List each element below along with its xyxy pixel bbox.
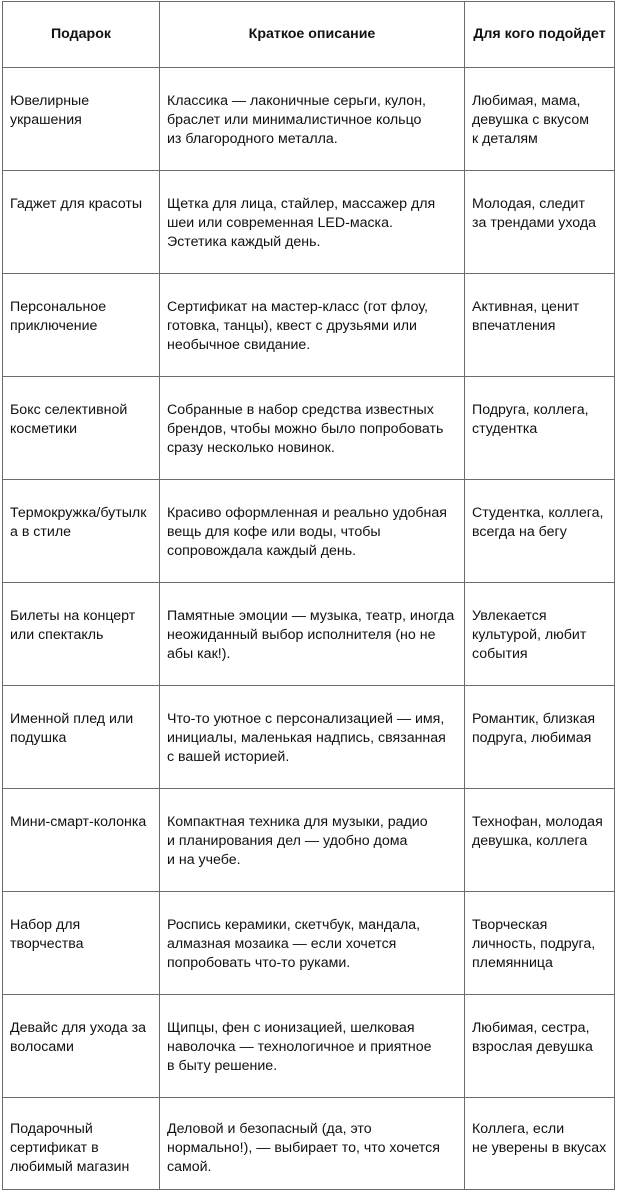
gift-audience: Подруга, коллега, студентка <box>472 402 589 437</box>
table-row <box>3 892 615 995</box>
gift-audience: Любимая, мама, девушка с вкусом к деталям <box>472 93 589 147</box>
cell-audience <box>465 789 615 892</box>
gift-description: Памятные эмоции — музыка, театр, иногда неожиданный выбор исполнителя (но не абы как!). <box>167 608 455 662</box>
gift-table <box>2 1 615 1190</box>
gift-name: Мини-смарт-колонка <box>10 814 147 830</box>
gift-audience: Творческая личность, подруга, племянница <box>472 917 596 971</box>
cell-description <box>160 583 465 686</box>
gift-name: Именной плед или подушка <box>10 711 134 746</box>
cell-gift <box>3 171 160 274</box>
cell-gift <box>3 995 160 1098</box>
cell-audience <box>465 686 615 789</box>
cell-description <box>160 377 465 480</box>
gift-name: Девайс для ухода за волосами <box>10 1020 147 1055</box>
table-row <box>3 583 615 686</box>
cell-audience <box>465 377 615 480</box>
cell-description <box>160 274 465 377</box>
table-row <box>3 274 615 377</box>
gift-name: Набор для творчества <box>10 917 84 952</box>
cell-description <box>160 789 465 892</box>
cell-audience <box>465 583 615 686</box>
cell-description <box>160 892 465 995</box>
header-gift: Подарок <box>3 2 160 68</box>
cell-description <box>160 995 465 1098</box>
table-row <box>3 171 615 274</box>
gift-description: Красиво оформленная и реально удобная вещь для кофе или воды, чтобы сопровождала каждый день. <box>167 505 447 559</box>
cell-audience <box>465 892 615 995</box>
gift-audience: Увлекается культурой, любит события <box>472 608 587 662</box>
cell-gift <box>3 377 160 480</box>
gift-name: Подарочный сертификат в любимый магазин <box>10 1121 130 1175</box>
cell-gift <box>3 480 160 583</box>
table-row <box>3 68 615 171</box>
cell-description <box>160 480 465 583</box>
gift-description: Сертификат на мастер-класс (гот флоу, готовка, танцы), квест с друзьями или необычное свидание. <box>167 299 428 353</box>
cell-description <box>160 1098 465 1190</box>
cell-audience <box>465 995 615 1098</box>
cell-gift <box>3 892 160 995</box>
table-row <box>3 480 615 583</box>
cell-audience <box>465 480 615 583</box>
cell-gift <box>3 686 160 789</box>
gift-description: Деловой и безопасный (да, это нормально!), — выбирает то, что хочется самой. <box>167 1121 440 1175</box>
cell-gift <box>3 1098 160 1190</box>
gift-name: Термокружка/бутылк а в стиле <box>10 505 147 540</box>
header-description: Краткое описание <box>160 2 465 68</box>
cell-gift <box>3 68 160 171</box>
table-row <box>3 377 615 480</box>
table-row <box>3 789 615 892</box>
gift-description: Щетка для лица, стайлер, массажер для шеи или современная LED-маска. Эстетика каждый день. <box>167 196 436 250</box>
cell-description <box>160 68 465 171</box>
table-row <box>3 686 615 789</box>
cell-audience <box>465 274 615 377</box>
table-row <box>3 995 615 1098</box>
gift-name: Бокс селективной косметики <box>10 402 128 437</box>
header-audience: Для кого подойдет <box>465 2 615 68</box>
cell-audience <box>465 68 615 171</box>
cell-audience <box>465 1098 615 1190</box>
gift-description: Щипцы, фен с ионизацией, шелковая наволочка — технологичное и приятное в быту решение. <box>167 1020 432 1074</box>
gift-description: Роспись керамики, скетчбук, мандала, алмазная мозаика — если хочется попробовать что-то руками. <box>167 917 421 971</box>
gift-description: Собранные в набор средства известных брендов, чтобы можно было попробовать сразу несколько новинок. <box>167 402 444 456</box>
header-row <box>3 2 615 68</box>
gift-audience: Коллега, если не уверены в вкусах <box>472 1121 607 1156</box>
table-row <box>3 1098 615 1190</box>
gift-audience: Романтик, близкая подруга, любимая <box>472 711 596 746</box>
cell-gift <box>3 274 160 377</box>
cell-description <box>160 686 465 789</box>
gift-name: Персональное приключение <box>10 299 107 334</box>
cell-gift <box>3 789 160 892</box>
gift-audience: Активная, ценит впечатления <box>472 299 580 334</box>
gift-audience: Технофан, молодая девушка, коллега <box>472 814 603 849</box>
gift-audience: Любимая, сестра, взрослая девушка <box>472 1020 593 1055</box>
cell-gift <box>3 583 160 686</box>
gift-name: Ювелирные украшения <box>10 93 90 128</box>
gift-name: Билеты на концерт или спектакль <box>10 608 136 643</box>
gift-description: Что-то уютное с персонализацией — имя, инициалы, маленькая надпись, связанная с вашей историей. <box>167 711 446 765</box>
gift-description: Компактная техника для музыки, радио и планирования дел — удобно дома и на учебе. <box>167 814 428 868</box>
cell-description <box>160 171 465 274</box>
gift-name: Гаджет для красоты <box>10 196 143 212</box>
gift-audience: Молодая, следит за трендами ухода <box>472 196 597 231</box>
gift-audience: Студентка, коллега, всегда на бегу <box>472 505 604 540</box>
gift-description: Классика — лаконичные серьги, кулон, браслет или минималистичное кольцо из благородного металла. <box>167 93 426 147</box>
cell-audience <box>465 171 615 274</box>
